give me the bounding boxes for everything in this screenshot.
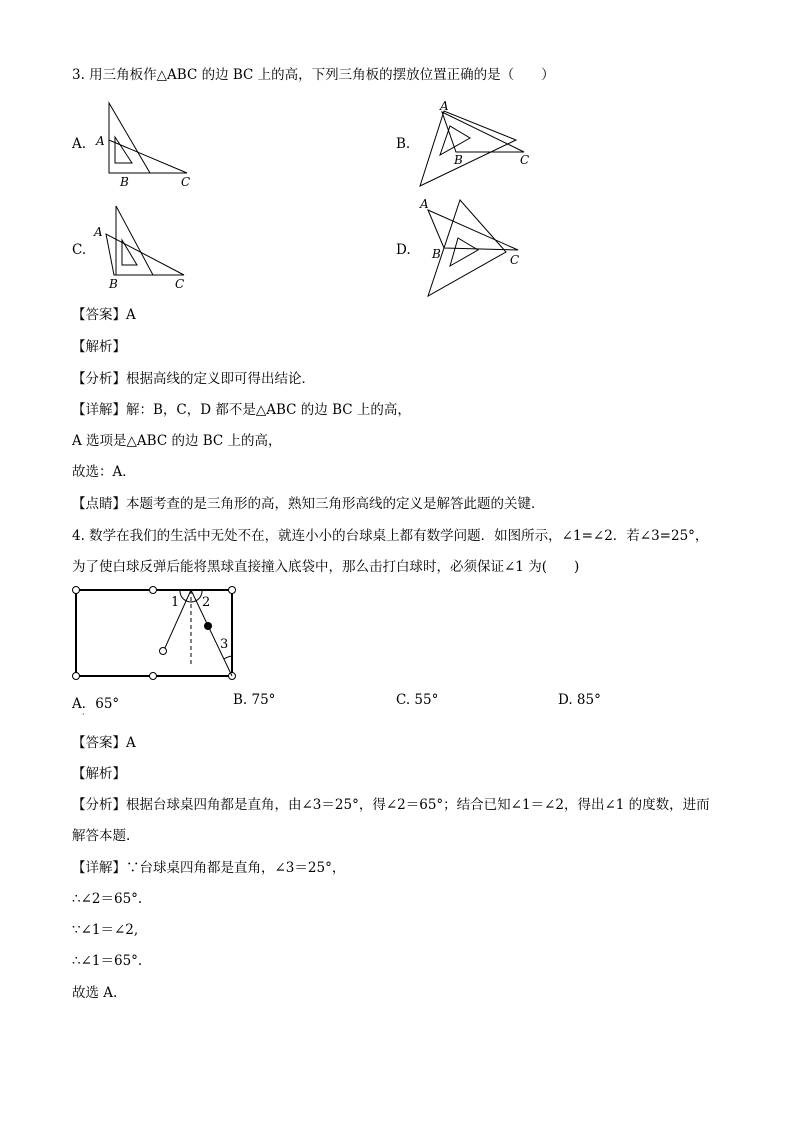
vertex-a: A (94, 225, 103, 239)
vertex-c: C (520, 153, 530, 167)
vertex-b: B (432, 247, 441, 261)
stray-dot: · (82, 710, 85, 719)
q4-answer: 【答案】A (72, 735, 136, 751)
q4-fenxi-1: 【分析】根据台球桌四角都是直角，由∠3＝25°，得∠2＝65°；结合已知∠1＝∠2，得出∠1 的度数，进而 (72, 797, 710, 813)
q3-xiangjie-3: 故选：A． (72, 464, 136, 480)
q3-option-b-figure (414, 98, 544, 190)
vertex-a: A (440, 99, 449, 113)
q4-choice-d: D. 85° (558, 692, 601, 708)
q4-stem-2: 为了使白球反弹后能将黑球直接撞入底袋中，那么击打白球时，必须保证∠1 为( ) (72, 559, 580, 575)
q3-option-c-figure (90, 204, 200, 296)
angle-3-label: 3 (220, 637, 229, 652)
q3-option-c-label: C. (72, 242, 87, 258)
vertex-c: C (175, 277, 185, 291)
vertex-b: B (454, 153, 463, 167)
vertex-c: C (510, 253, 520, 267)
set-square-outer (420, 111, 516, 186)
angle-2-label: 2 (202, 595, 211, 610)
q4-choice-b: B. 75° (233, 692, 276, 708)
set-square-inner (115, 137, 132, 163)
q4-xiangjie-1: 【详解】∵台球桌四角都是直角，∠3＝25°， (72, 860, 346, 876)
q3-option-b-label: B. (396, 136, 411, 152)
q4-fenxi-2: 解答本题. (72, 828, 131, 844)
q4-stem-1: 4. 数学在我们的生活中无处不在，就连小小的台球桌上都有数学问题．如图所示，∠1=∠2．若∠3=25°， (72, 528, 709, 544)
angle-arc-3 (224, 656, 232, 659)
reflected-path (191, 590, 232, 676)
q3-option-d-label: D. (396, 242, 411, 258)
vertex-a: A (420, 197, 429, 211)
q4-xiangjie-5: 故选 A. (72, 985, 118, 1001)
white-ball (160, 648, 167, 655)
q4-xiangjie-2: ∴∠2＝65°. (72, 891, 143, 907)
triangle-abc (106, 234, 184, 275)
triangle-abc (428, 210, 518, 250)
q3-answer: 【答案】A (72, 307, 136, 323)
q3-xiangjie-2: A 选项是△ABC 的边 BC 上的高， (72, 433, 282, 449)
q3-stem: 3. 用三角板作△ABC 的边 BC 上的高，下列三角板的摆放位置正确的是（ ） (72, 67, 555, 83)
vertex-b: B (120, 175, 129, 189)
q4-jiexi: 【解析】 (72, 766, 126, 782)
q3-dianjing: 【点睛】本题考查的是三角形的高，熟知三角形高线的定义是解答此题的关键． (72, 496, 545, 512)
q4-xiangjie-4: ∴∠1＝65°. (72, 953, 143, 969)
black-ball (204, 622, 212, 630)
vertex-c: C (181, 175, 191, 189)
set-square-inner (122, 240, 137, 265)
q4-choice-c: C. 55° (396, 692, 439, 708)
q4-xiangjie-3: ∵∠1＝∠2, (72, 922, 139, 938)
q3-option-a-label: A. (72, 136, 87, 152)
q3-option-d-figure (414, 196, 544, 300)
q4-choice-a: A．65° (72, 696, 120, 712)
vertex-b: B (109, 277, 118, 291)
set-square-inner (450, 238, 478, 266)
q3-fenxi: 【分析】根据高线的定义即可得出结论． (72, 371, 315, 387)
q3-xiangjie-1: 【详解】解：B，C，D 都不是△ABC 的边 BC 上的高， (72, 402, 411, 418)
triangle-abc (442, 112, 524, 152)
vertex-a: A (96, 134, 105, 148)
angle-1-label: 1 (171, 595, 180, 610)
q3-jiexi: 【解析】 (72, 339, 126, 355)
q3-option-a-figure (90, 100, 200, 192)
billiard-table-figure (70, 584, 240, 682)
